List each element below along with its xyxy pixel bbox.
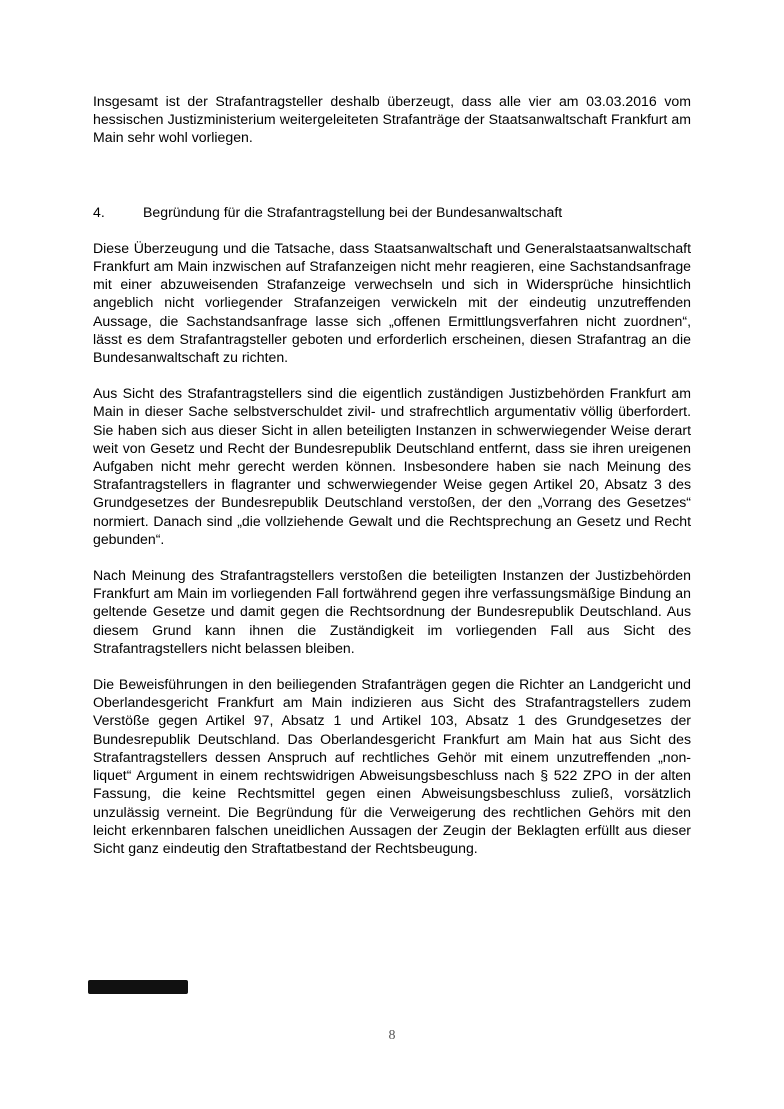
- body-paragraph-2: Aus Sicht des Strafantragstellers sind die eigentlich zuständigen Justizbehörden Frankfurt am Main in dieser Sache selbstverschuldet zivil- und strafrechtlich argumentativ völlig überfordert. Sie haben sich aus dieser Sicht in allen beteiligten Instanzen in schwerwiegender Weise derart weit von Gesetz und Recht der Bundesrepublik Deutschland entfernt, dass sie ihren ureigenen Aufgaben nicht mehr gerecht werden können. Insbesondere haben sie nach Meinung des Strafantragstellers in flagranter und schwerwiegender Weise gegen Artikel 20, Absatz 3 des Grundgesetzes der Bundesrepublik Deutschland verstoßen, der den „Vorrang des Gesetzes“ normiert. Danach sind „die vollziehende Gewalt und die Rechtsprechung an Gesetz und Recht gebunden“.: [93, 385, 691, 547]
- section-heading: [93, 203, 691, 221]
- spacer: [93, 657, 691, 675]
- section-number: 4.: [93, 203, 105, 220]
- redacted-signature: [88, 980, 188, 994]
- page-number: 8: [388, 1028, 396, 1043]
- body-paragraph-1: Diese Überzeugung und die Tatsache, dass Staatsanwaltschaft und Generalstaatsanwaltschaft Frankfurt am Main inzwischen auf Strafanzeigen nicht mehr reagieren, eine Sachstandsanfrage mit einer abzuweisenden Strafanzeige verwechseln und sich in Widersprüche hinsichtlich angeblich nicht vorliegender Strafanzeigen verwickeln mit der eindeutig unzutreffenden Aussage, die Sachstandsanfrage lasse sich „offenen Ermittlungsverfahren nicht zuordnen“, lässt es dem Strafantragsteller geboten und erforderlich erscheinen, diesen Strafantrag an die Bundesanwaltschaft zu richten.: [93, 239, 691, 366]
- intro-paragraph: Insgesamt ist der Strafantragsteller deshalb überzeugt, dass alle vier am 03.03.2016 vom hessischen Justizministerium weitergeleiteten Strafanträge der Staatsanwaltschaft Frankfurt am Main sehr wohl vorliegen.: [93, 93, 691, 146]
- document-body: [93, 92, 691, 857]
- spacer: [93, 366, 691, 384]
- body-paragraph-3: Nach Meinung des Strafantragstellers verstoßen die beteiligten Instanzen der Justizbehörden Frankfurt am Main im vorliegenden Fall fortwährend gegen ihre verfassungsmäßige Bindung an geltende Gesetze und damit gegen die Rechtsordnung der Bundesrepublik Deutschland. Aus diesem Grund kann ihnen die Zuständigkeit im vorliegenden Fall aus Sicht des Strafantragstellers nicht belassen bleiben.: [93, 567, 691, 656]
- spacer: [93, 147, 691, 203]
- spacer: [93, 221, 691, 239]
- body-paragraph-4: Die Beweisführungen in den beiliegenden Strafanträgen gegen die Richter an Landgericht und Oberlandesgericht Frankfurt am Main indizieren aus Sicht des Strafantragstellers zudem Verstöße gegen Artikel 97, Absatz 1 und Artikel 103, Absatz 1 des Grundgesetzes der Bundesrepublik Deutschland. Das Oberlandesgericht Frankfurt am Main hat aus Sicht des Strafantragstellers dessen Anspruch auf rechtliches Gehör mit einem unzutreffenden „non-liquet“ Argument in einem rechtswidrigen Abweisungsbeschluss nach § 522 ZPO in der alten Fassung, die keine Rechtsmittel gegen einen Abweisungsbeschluss zuließ, vorsätzlich unzulässig verneint. Die Begründung für die Verweigerung des rechtlichen Gehörs mit den leicht erkennbaren falschen uneidlichen Aussagen der Zeugin der Beklagten erfüllt aus dieser Sicht ganz eindeutig den Straftatbestand der Rechtsbeugung.: [93, 676, 691, 856]
- spacer: [93, 548, 691, 566]
- section-title: Begründung für die Strafantragstellung bei der Bundesanwaltschaft: [143, 203, 563, 220]
